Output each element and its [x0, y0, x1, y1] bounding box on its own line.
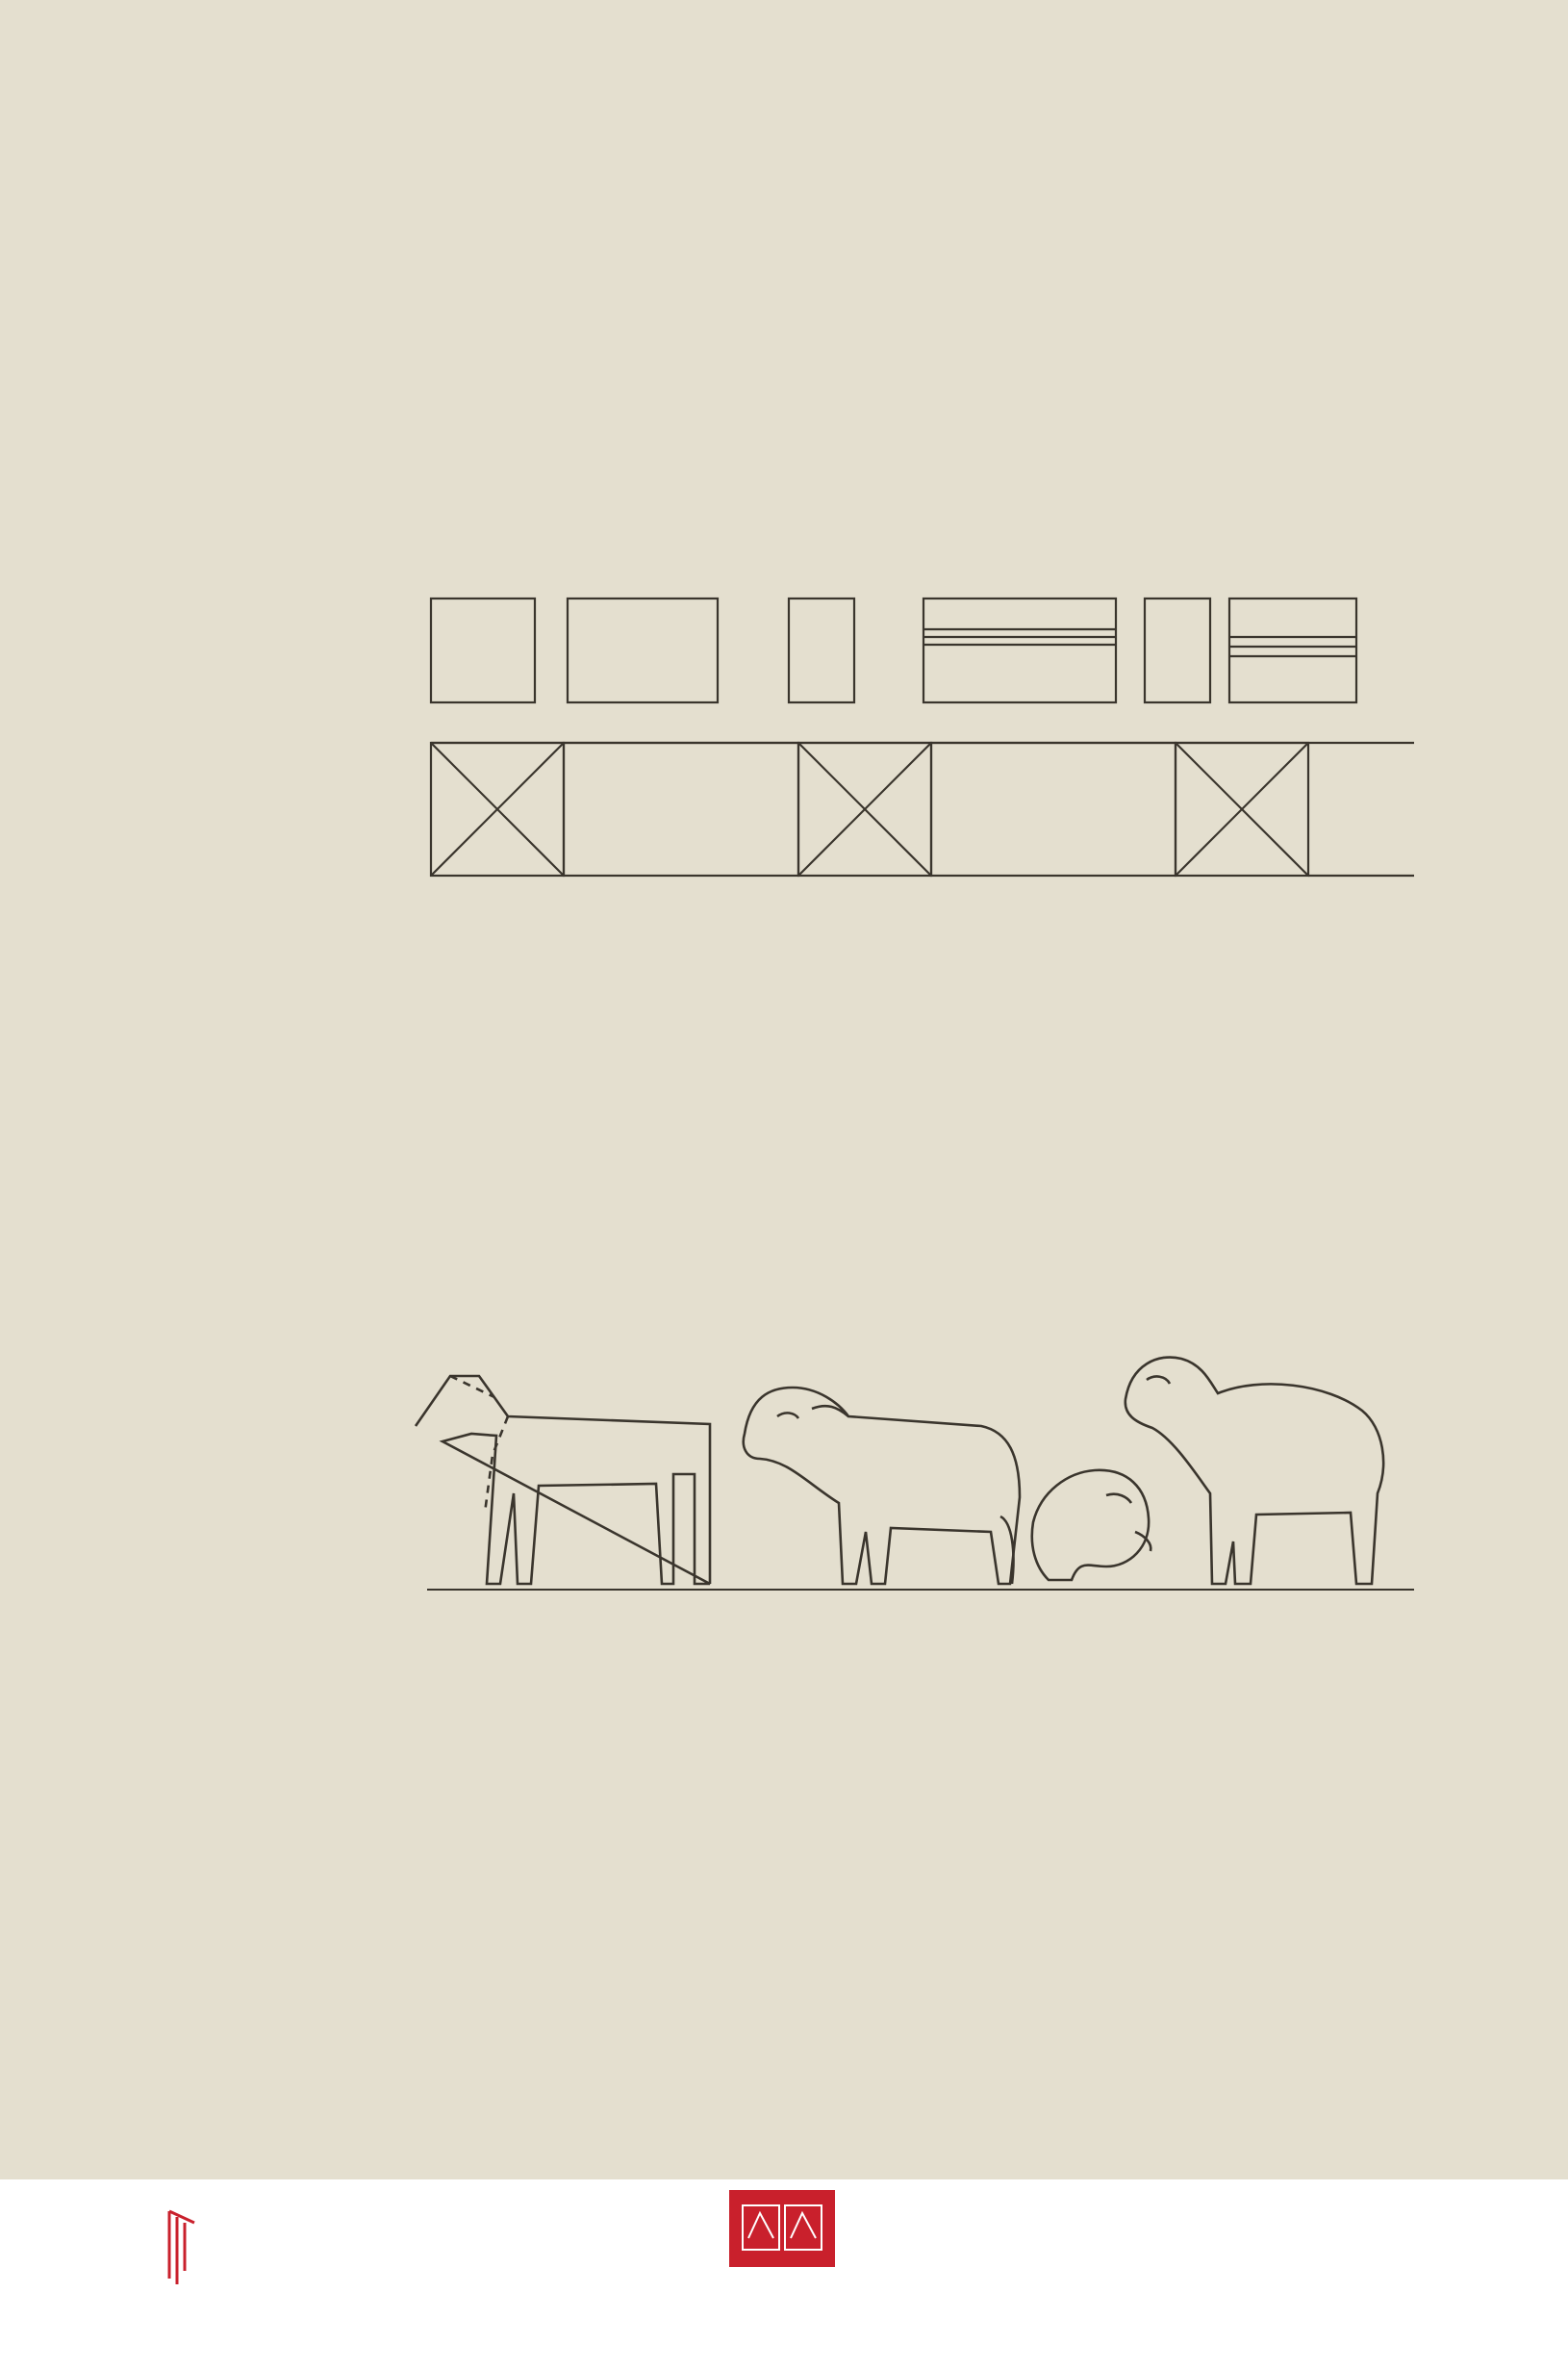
episteme-logo[interactable]: [729, 2190, 835, 2267]
library-logo-icon: [25, 2203, 275, 2290]
episteme-emblem-icon: [729, 2190, 835, 2267]
fig1-squares-rectangles: [431, 599, 1356, 702]
sheep-drawings: [416, 1358, 1414, 1590]
figures-illustration: [404, 589, 1424, 1609]
sheep-3-outline: [1032, 1358, 1383, 1584]
sheep-2-outline: [744, 1388, 1020, 1584]
sheep-1-outline: [416, 1376, 710, 1584]
fig3-frieze: [431, 743, 1414, 876]
